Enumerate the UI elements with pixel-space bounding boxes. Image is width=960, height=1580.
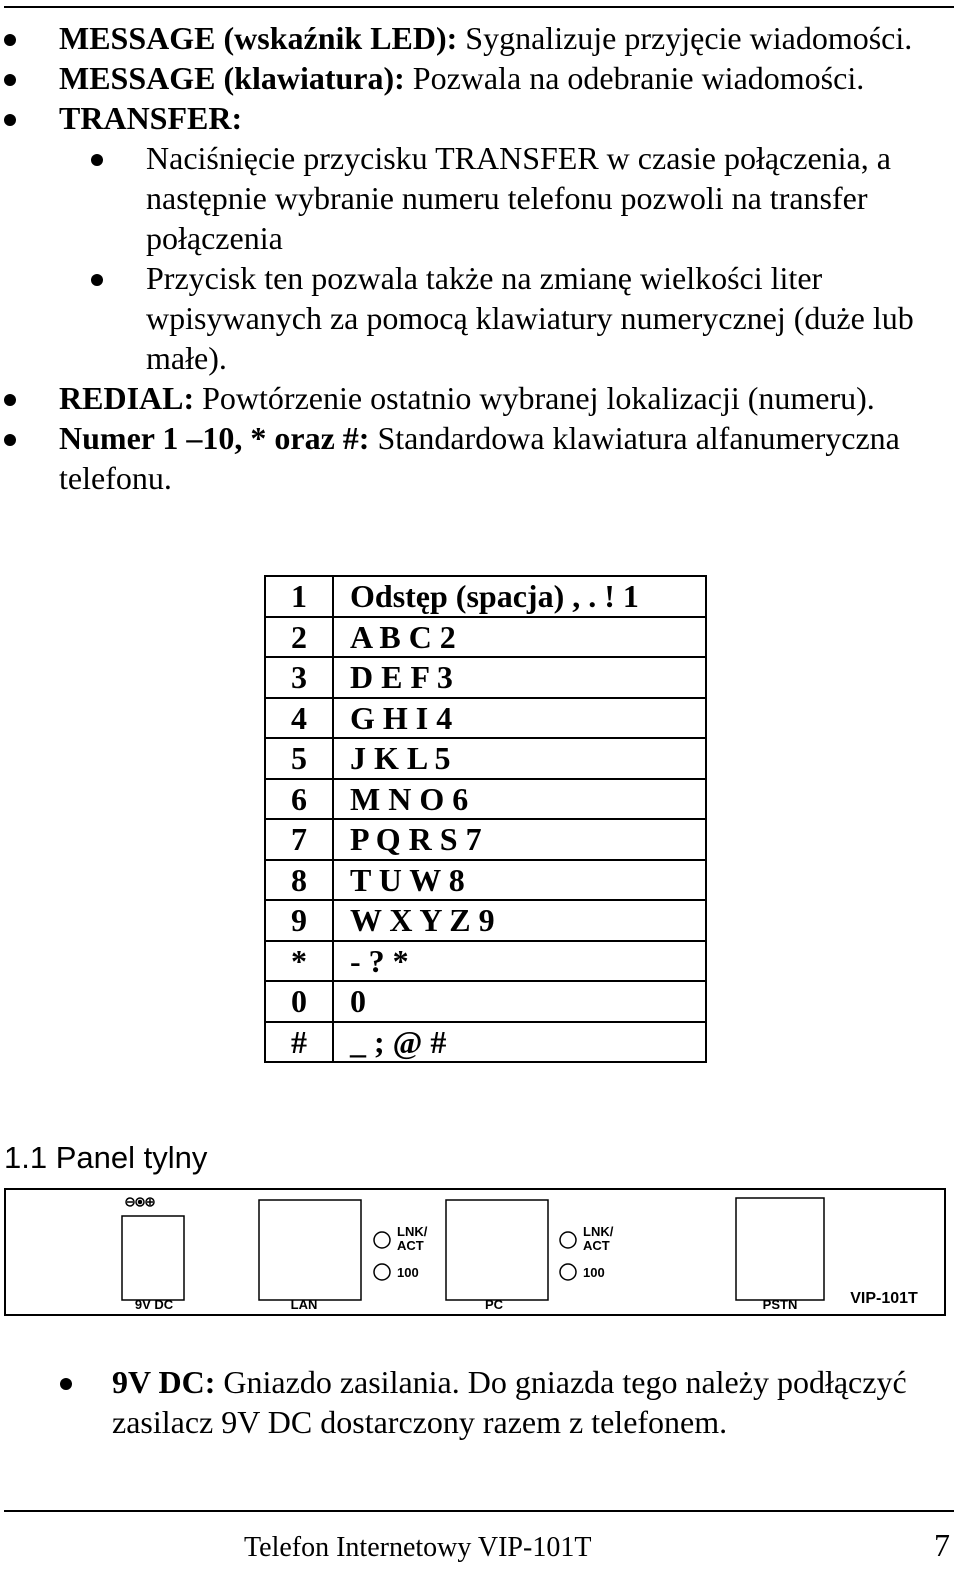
bullet-icon bbox=[91, 274, 103, 286]
keypad-table bbox=[264, 575, 707, 1063]
key-cell: # bbox=[265, 1022, 333, 1063]
table-row bbox=[265, 941, 706, 982]
sub-item-text: Przycisk ten pozwala także na zmianę wielkości liter wpisywanych za pomocą klawiatury numerycznej (duże lub małe). bbox=[146, 260, 914, 376]
bullet-icon bbox=[4, 394, 16, 406]
page-number: 7 bbox=[934, 1527, 950, 1563]
table-row bbox=[265, 576, 706, 617]
key-cell: 0 bbox=[265, 981, 333, 1022]
lan-label: LAN bbox=[290, 1297, 318, 1312]
chars-cell: G H I 4 bbox=[333, 698, 706, 739]
item-term: REDIAL: bbox=[59, 380, 195, 416]
sub-list-item bbox=[0, 138, 950, 258]
chars-cell: T U W 8 bbox=[333, 860, 706, 901]
item-term: MESSAGE (klawiatura): bbox=[59, 60, 405, 96]
item-term: 9V DC: bbox=[112, 1364, 216, 1400]
chars-cell: Odstęp (spacja) , . ! 1 bbox=[333, 576, 706, 617]
table-row bbox=[265, 657, 706, 698]
bullet-icon bbox=[91, 154, 103, 166]
item-term: Numer 1 –10, * oraz #: bbox=[59, 420, 370, 456]
key-cell: 2 bbox=[265, 617, 333, 658]
led-label-lnk: LNK/ bbox=[397, 1224, 428, 1239]
table-row bbox=[265, 819, 706, 860]
list-item bbox=[0, 58, 950, 98]
footer-rule bbox=[4, 1510, 954, 1512]
key-cell: 7 bbox=[265, 819, 333, 860]
bullet-icon bbox=[4, 114, 16, 126]
key-cell: 5 bbox=[265, 738, 333, 779]
table-row bbox=[265, 860, 706, 901]
chars-cell: - ? * bbox=[333, 941, 706, 982]
bullet-icon bbox=[4, 34, 16, 46]
chars-cell: J K L 5 bbox=[333, 738, 706, 779]
led-icon bbox=[374, 1232, 390, 1248]
item-term: TRANSFER: bbox=[59, 100, 243, 136]
rear-panel-diagram bbox=[4, 1188, 946, 1316]
key-cell: 8 bbox=[265, 860, 333, 901]
bullet-icon bbox=[60, 1378, 72, 1390]
table-row bbox=[265, 900, 706, 941]
chars-cell: M N O 6 bbox=[333, 779, 706, 820]
item-text: Pozwala na odebranie wiadomości. bbox=[404, 60, 865, 96]
bullet-icon bbox=[4, 74, 16, 86]
list-item bbox=[0, 378, 950, 418]
power-label: 9V DC bbox=[134, 1297, 174, 1312]
sub-item-text: Naciśnięcie przycisku TRANSFER w czasie połączenia, a następnie wybranie numeru telefonu pozwoli na transfer połączenia bbox=[146, 140, 891, 256]
top-rule bbox=[4, 6, 954, 8]
key-cell: 9 bbox=[265, 900, 333, 941]
list-item bbox=[0, 18, 950, 58]
table-row bbox=[265, 738, 706, 779]
key-cell: 3 bbox=[265, 657, 333, 698]
footer-title: Telefon Internetowy VIP-101T bbox=[244, 1532, 592, 1563]
item-text: Standardowa klawiatura alfanumeryczna telefonu. bbox=[59, 420, 900, 496]
table-row bbox=[265, 981, 706, 1022]
key-cell: 4 bbox=[265, 698, 333, 739]
led-icon bbox=[560, 1232, 576, 1248]
key-cell: 1 bbox=[265, 576, 333, 617]
list-item bbox=[0, 98, 950, 378]
led-label-lnk: LNK/ bbox=[583, 1224, 614, 1239]
table-row bbox=[265, 617, 706, 658]
led-icon bbox=[560, 1264, 576, 1280]
model-label: VIP-101T bbox=[850, 1290, 918, 1307]
transfer-sublist bbox=[59, 138, 950, 378]
list-item bbox=[0, 418, 950, 498]
sub-list-item bbox=[0, 258, 950, 378]
item-term: MESSAGE (wskaźnik LED): bbox=[59, 20, 458, 56]
led-label-act: ACT bbox=[583, 1238, 610, 1253]
key-cell: * bbox=[265, 941, 333, 982]
led-label-speed: 100 bbox=[583, 1265, 605, 1280]
item-text: Sygnalizuje przyjęcie wiadomości. bbox=[457, 20, 913, 56]
chars-cell: P Q R S 7 bbox=[333, 819, 706, 860]
section-title: 1.1 Panel tylny bbox=[4, 1140, 208, 1175]
table-row bbox=[265, 698, 706, 739]
table-row bbox=[265, 1022, 706, 1063]
list-item bbox=[58, 1362, 938, 1442]
chars-cell: _ ; @ # bbox=[333, 1022, 706, 1063]
chars-cell: W X Y Z 9 bbox=[333, 900, 706, 941]
led-label-act: ACT bbox=[397, 1238, 424, 1253]
pstn-port bbox=[736, 1198, 824, 1300]
lan-port bbox=[259, 1200, 361, 1300]
power-jack bbox=[122, 1216, 184, 1300]
pc-port bbox=[446, 1200, 548, 1300]
table-row bbox=[265, 779, 706, 820]
bullet-icon bbox=[4, 434, 16, 446]
pc-label: PC bbox=[484, 1297, 504, 1312]
rear-panel-list bbox=[58, 1362, 938, 1442]
key-cell: 6 bbox=[265, 779, 333, 820]
chars-cell: D E F 3 bbox=[333, 657, 706, 698]
chars-cell: A B C 2 bbox=[333, 617, 706, 658]
pstn-label: PSTN bbox=[762, 1297, 798, 1312]
item-text: Gniazdo zasilania. Do gniazda tego należy podłączyć zasilacz 9V DC dostarczony razem z telefonem. bbox=[112, 1364, 907, 1440]
item-text: Powtórzenie ostatnio wybranej lokalizacji (numeru). bbox=[194, 380, 875, 416]
led-icon bbox=[374, 1264, 390, 1280]
feature-list bbox=[0, 18, 950, 498]
led-label-speed: 100 bbox=[397, 1265, 419, 1280]
chars-cell: 0 bbox=[333, 981, 706, 1022]
